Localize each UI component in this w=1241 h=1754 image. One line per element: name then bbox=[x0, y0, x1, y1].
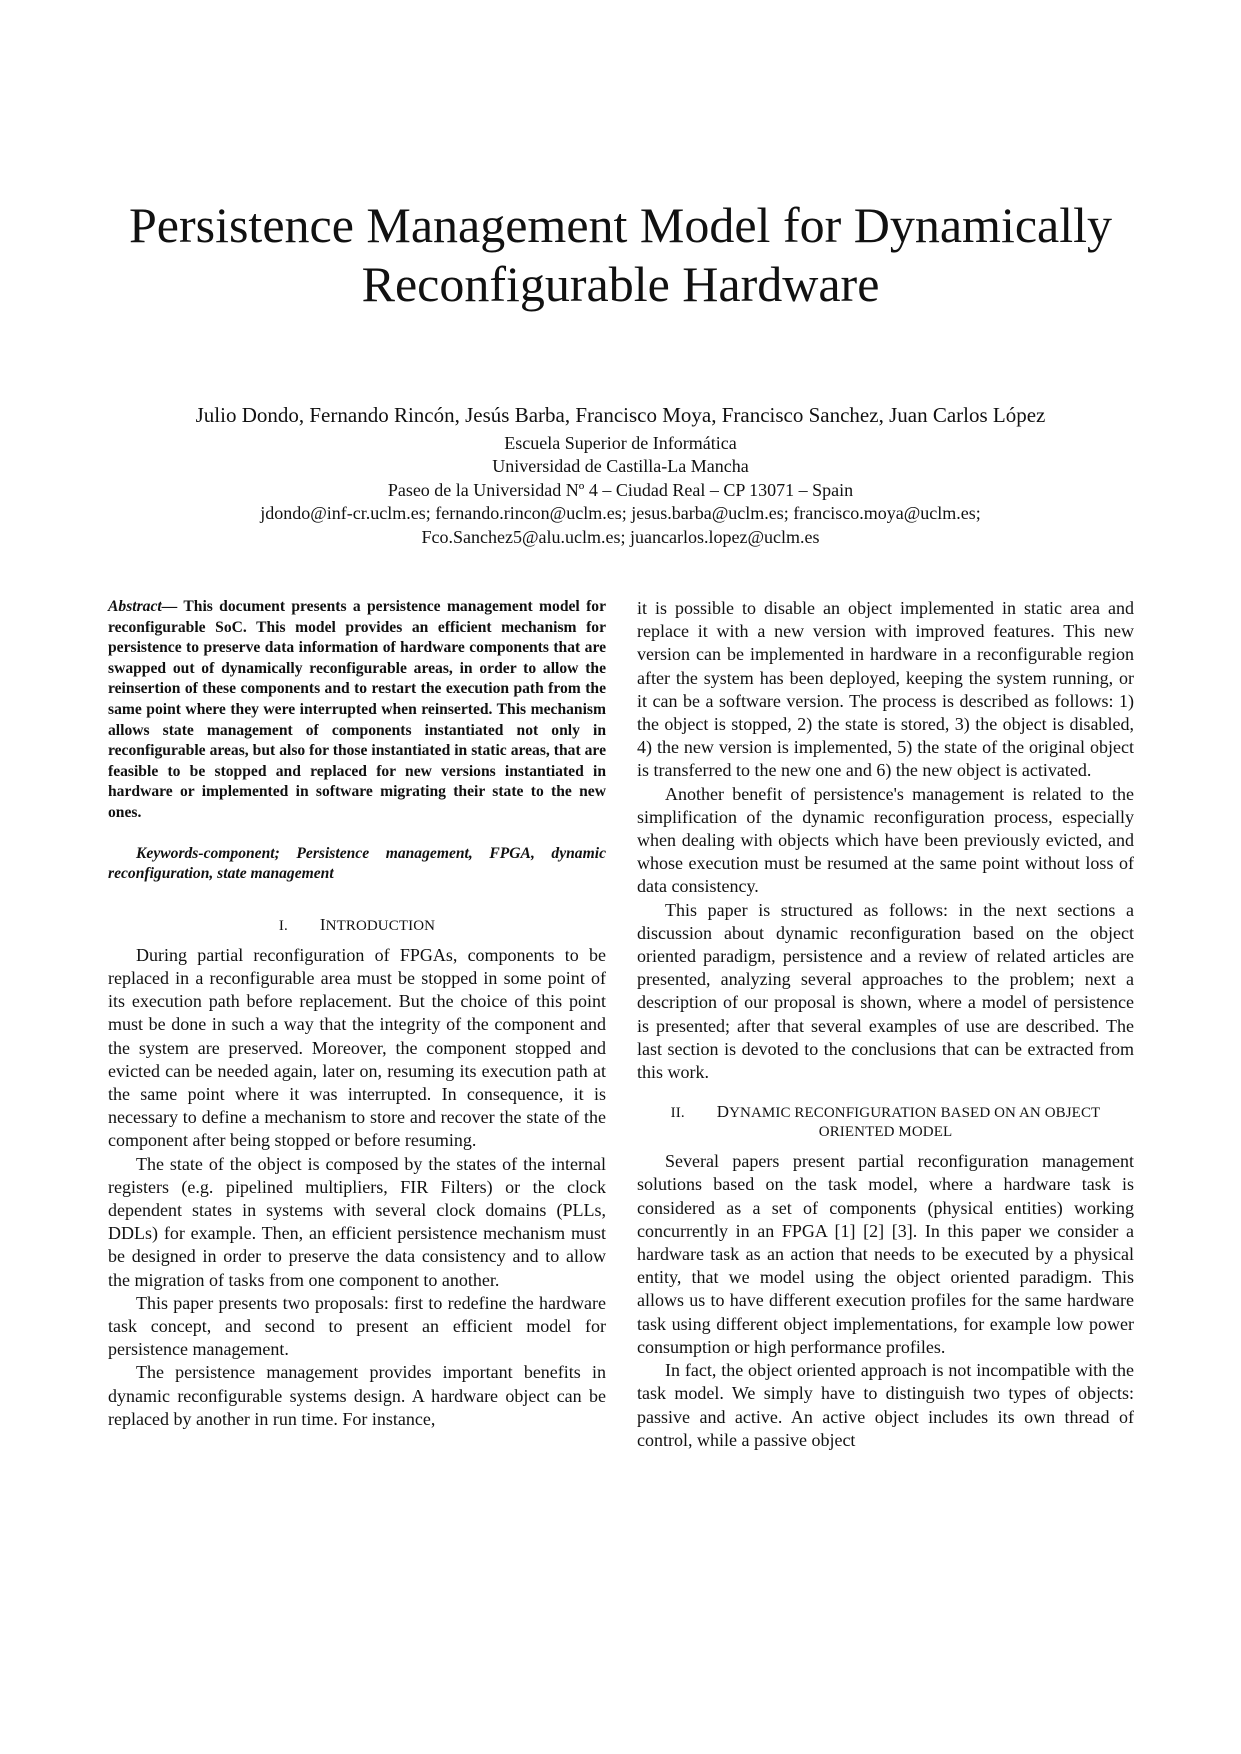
left-column bbox=[108, 597, 606, 1431]
affiliation-university: Universidad de Castilla-La Mancha bbox=[492, 456, 749, 477]
affiliation-block bbox=[100, 432, 1141, 549]
title-line-1: Persistence Management Model for Dynamically bbox=[128, 197, 1113, 253]
paper-title bbox=[100, 196, 1141, 314]
right-column bbox=[637, 597, 1134, 1452]
paragraph: This paper is structured as follows: in the next sections a discussion about dynamic reconfiguration based on the object oriented paradigm, persistence and a review of related articles are presented, analyzing several approaches to the problem; next a description of our proposal is shown, where a model of persistence is presented; after that several examples of use are described. The last section is devoted to the conclusions that can be extracted from this work. bbox=[637, 899, 1134, 1083]
author-list: Julio Dondo, Fernando Rincón, Jesús Barba, Francisco Moya, Francisco Sanchez, Juan Carlos López bbox=[195, 403, 1046, 427]
section-number: I. bbox=[278, 917, 288, 934]
abstract bbox=[108, 597, 606, 824]
section-number: II. bbox=[670, 1105, 685, 1122]
affiliation-school: Escuela Superior de Informática bbox=[504, 433, 737, 453]
paragraph: The state of the object is composed by the states of the internal registers (e.g. pipelined multipliers, FIR Filters) or the clock dependent states in systems with several clock domains (PLLs, DDLs) for example. Then, an efficient persistence mechanism must be designed in order to preserve the data consistency and to allow the migration of tasks from one component to another. bbox=[108, 1153, 606, 1290]
title-line-2: Reconfigurable Hardware bbox=[361, 256, 880, 312]
section-heading-introduction: I. INTRODUCTION bbox=[278, 914, 436, 934]
paragraph: This paper presents two proposals: first to redefine the hardware task concept, and second to present an efficient model for persistence management. bbox=[108, 1292, 606, 1360]
paragraph: it is possible to disable an object implemented in static area and replace it with a new version with improved features. This new version can be implemented in hardware in a reconfigurable region after the system has been deployed, keeping the system running, or it can be a software version. The process is described as follows: 1) the object is stopped, 2) the state is stored, 3) the object is disabled, 4) the new version is implemented, 5) the state of the original object is transferred to the new one and 6) the new object is activated. bbox=[637, 598, 1134, 781]
section-heading-dynamic-reconfiguration: II. DYNAMIC RECONFIGURATION BASED ON AN OBJECT ORIENTED MODEL bbox=[670, 1102, 1101, 1141]
paragraph: During partial reconfiguration of FPGAs, components to be replaced in a reconfigurable area must be stopped in some point of its execution path before replacement. But the choice of this point must be done in such a way that the integrity of the component and the system are preserved. Moreover, the component stopped and evicted can be needed again, later on, resuming its execution path at the same point where it was interrupted. In consequence, it is necessary to define a mechanism to store and recover the state of the component after being stopped or before resuming. bbox=[108, 944, 606, 1151]
paragraph: Several papers present partial reconfiguration management solutions based on the task model, where a hardware task is considered as a set of components (physical entities) working concurrently in an FPGA [1] [2] [3]. In this paper we consider a hardware task as an action that needs to be executed by a physical entity, that we model using the object oriented paradigm. This allows us to have different execution profiles for the same hardware task using different object implementations, for example low power consumption or high performance profiles. bbox=[637, 1151, 1134, 1357]
paragraph: In fact, the object oriented approach is not incompatible with the task model. We simply have to distinguish two types of objects: passive and active. An active object includes its own thread of control, while a passive object bbox=[637, 1360, 1134, 1450]
affiliation-address: Paseo de la Universidad Nº 4 – Ciudad Real – CP 13071 – Spain bbox=[387, 479, 854, 500]
abstract-lead: Abstract— bbox=[108, 598, 178, 615]
affiliation-emails-2: Fco.Sanchez5@alu.uclm.es; juancarlos.lopez@uclm.es bbox=[421, 526, 820, 547]
affiliation-emails-1: jdondo@inf-cr.uclm.es; fernando.rincon@uclm.es; jesus.barba@uclm.es; francisco.moya@uclm.es; bbox=[260, 503, 981, 524]
paragraph: The persistence management provides important benefits in dynamic reconfigurable systems design. A hardware object can be replaced by another in run time. For instance, bbox=[108, 1362, 606, 1429]
keywords: Keywords-component; Persistence management, FPGA, dynamic reconfiguration, state management bbox=[108, 844, 606, 883]
abstract-text: This document presents a persistence management model for reconfigurable SoC. This model provides an efficient mechanism for persistence to preserve data information of hardware components that are swapped out of dynamically reconfigurable areas, in order to allow the reinsertion of these components and to restart the execution path from the same point where they were interrupted when reinserted. This mechanism allows state management of components instantiated not only in reconfigurable areas, but also for those instantiated in static areas, that are feasible to be stopped and replaced for new versions instantiated in hardware or implemented in software migrating their state to the new ones. bbox=[108, 598, 606, 821]
paragraph: Another benefit of persistence's management is related to the simplification of the dynamic reconfiguration process, especially when dealing with objects which have been previously evicted, and whose execution must be resumed at the same point without loss of data consistency. bbox=[637, 783, 1134, 897]
